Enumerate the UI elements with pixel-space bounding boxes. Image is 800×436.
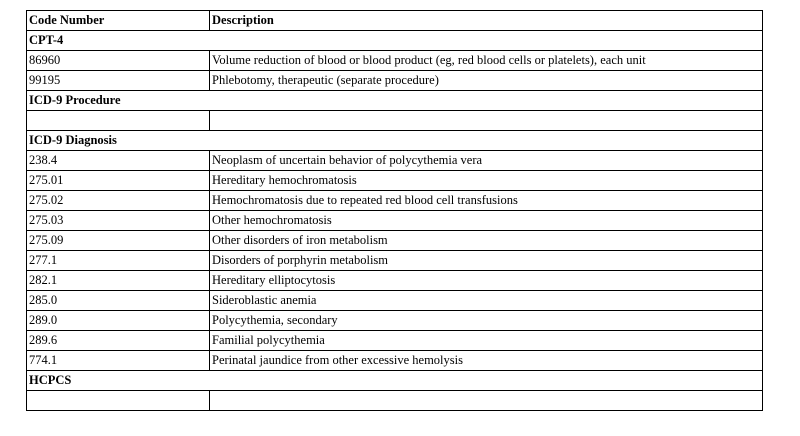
code-cell — [27, 391, 210, 411]
table-row — [27, 271, 763, 291]
table-row — [27, 191, 763, 211]
section-row — [27, 371, 763, 391]
description-cell: Neoplasm of uncertain behavior of polycythemia vera — [210, 151, 763, 171]
header-description: Description — [210, 11, 763, 31]
section-title: HCPCS — [27, 371, 763, 391]
table-row — [27, 211, 763, 231]
description-cell: Sideroblastic anemia — [210, 291, 763, 311]
description-cell — [210, 111, 763, 131]
code-cell: 99195 — [27, 71, 210, 91]
description-cell: Other hemochromatosis — [210, 211, 763, 231]
code-cell: 774.1 — [27, 351, 210, 371]
description-cell — [210, 391, 763, 411]
code-cell: 285.0 — [27, 291, 210, 311]
code-cell: 282.1 — [27, 271, 210, 291]
code-cell: 277.1 — [27, 251, 210, 271]
table-row — [27, 331, 763, 351]
code-cell: 289.0 — [27, 311, 210, 331]
section-row — [27, 91, 763, 111]
description-cell: Perinatal jaundice from other excessive hemolysis — [210, 351, 763, 371]
code-cell: 238.4 — [27, 151, 210, 171]
table-row — [27, 231, 763, 251]
section-title: CPT-4 — [27, 31, 763, 51]
description-cell: Hereditary hemochromatosis — [210, 171, 763, 191]
table-row — [27, 251, 763, 271]
code-table — [26, 10, 763, 411]
section-row — [27, 31, 763, 51]
description-cell: Polycythemia, secondary — [210, 311, 763, 331]
description-cell: Hemochromatosis due to repeated red blood cell transfusions — [210, 191, 763, 211]
table-row — [27, 111, 763, 131]
table-row — [27, 51, 763, 71]
table-row — [27, 71, 763, 91]
code-cell: 275.02 — [27, 191, 210, 211]
header-row — [27, 11, 763, 31]
header-code-number: Code Number — [27, 11, 210, 31]
table-body — [27, 31, 763, 411]
table-row — [27, 391, 763, 411]
code-cell: 275.01 — [27, 171, 210, 191]
section-title: ICD-9 Diagnosis — [27, 131, 763, 151]
code-cell — [27, 111, 210, 131]
description-cell: Disorders of porphyrin metabolism — [210, 251, 763, 271]
section-title: ICD-9 Procedure — [27, 91, 763, 111]
description-cell: Volume reduction of blood or blood product (eg, red blood cells or platelets), each unit — [210, 51, 763, 71]
description-cell: Familial polycythemia — [210, 331, 763, 351]
table-row — [27, 311, 763, 331]
description-cell: Other disorders of iron metabolism — [210, 231, 763, 251]
table-row — [27, 171, 763, 191]
code-cell: 289.6 — [27, 331, 210, 351]
code-cell: 86960 — [27, 51, 210, 71]
table-row — [27, 351, 763, 371]
description-cell: Hereditary elliptocytosis — [210, 271, 763, 291]
table-row — [27, 291, 763, 311]
code-cell: 275.09 — [27, 231, 210, 251]
table-row — [27, 151, 763, 171]
section-row — [27, 131, 763, 151]
code-cell: 275.03 — [27, 211, 210, 231]
description-cell: Phlebotomy, therapeutic (separate procedure) — [210, 71, 763, 91]
